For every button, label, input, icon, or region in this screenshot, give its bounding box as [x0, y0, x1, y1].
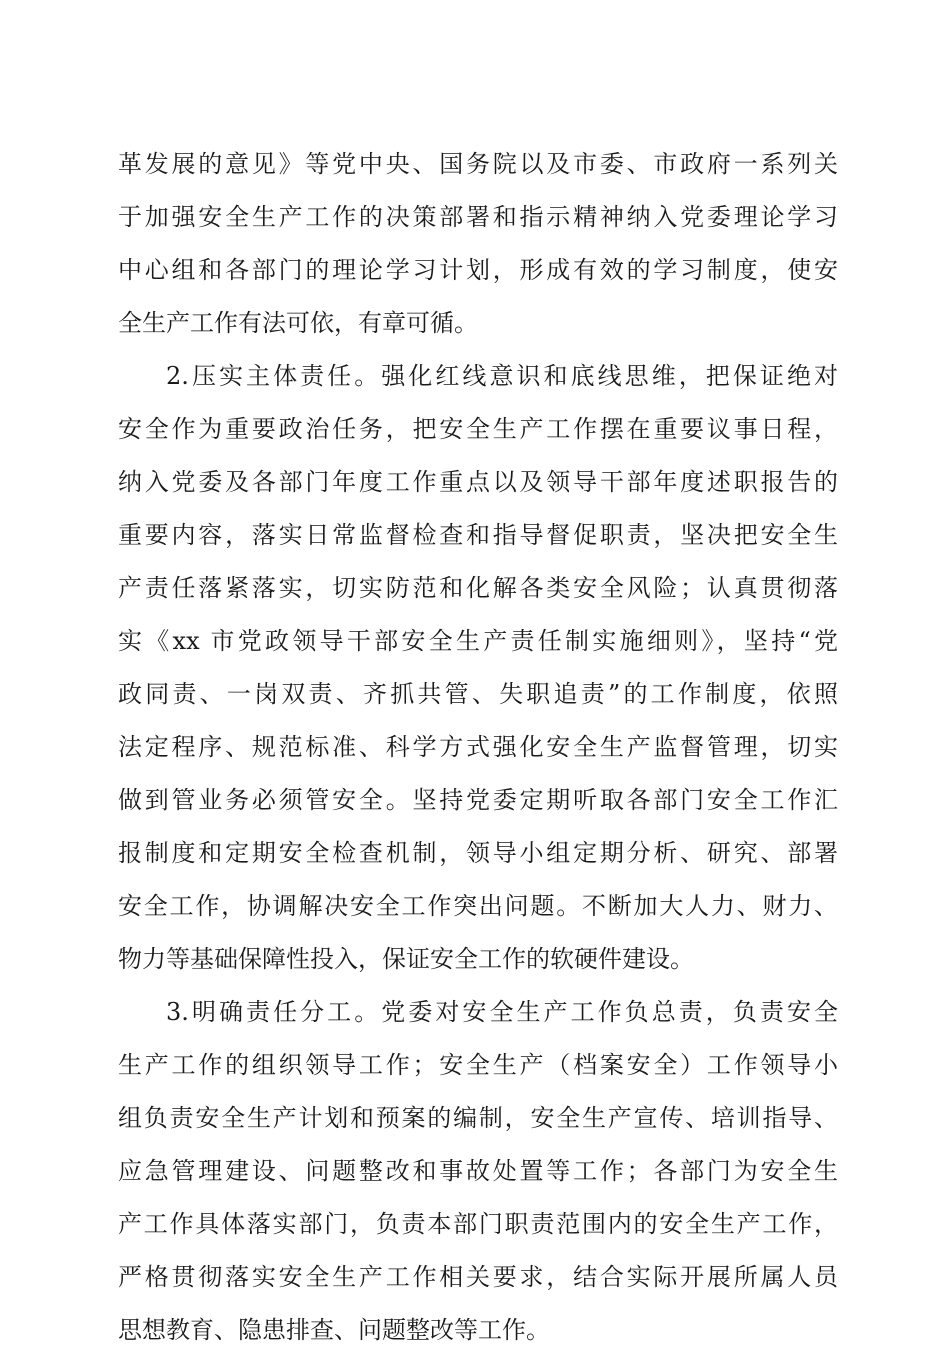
text-line: 做到管业务必须管安全。坚持党委定期听取各部门安全工作汇: [118, 786, 838, 814]
paragraph-1: [118, 138, 838, 350]
text-line: 3.明确责任分工。党委对安全生产工作负总责，负责安全: [166, 998, 838, 1026]
text-line: 中心组和各部门的理论学习计划，形成有效的学习制度，使安: [118, 256, 838, 284]
text-line: 政同责、一岗双责、齐抓共管、失职追责”的工作制度，依照: [118, 680, 838, 708]
text-line: 全生产工作有法可依，有章可循。: [118, 309, 478, 337]
text-line: 实《xx 市党政领导干部安全生产责任制实施细则》，坚持“党: [118, 627, 838, 655]
text-line: 思想教育、隐患排查、问题整改等工作。: [118, 1316, 550, 1344]
text-line: 安全作为重要政治任务，把安全生产工作摆在重要议事日程，: [118, 415, 838, 443]
text-line: 应急管理建设、问题整改和事故处置等工作；各部门为安全生: [118, 1157, 838, 1185]
text-line: 法定程序、规范标准、科学方式强化安全生产监督管理，切实: [118, 733, 838, 761]
text-line: 生产工作的组织领导工作；安全生产（档案安全）工作领导小: [118, 1051, 838, 1079]
document-body: [118, 138, 838, 1357]
paragraph-3: [118, 986, 838, 1357]
text-line: 重要内容，落实日常监督检查和指导督促职责，坚决把安全生: [118, 521, 838, 549]
text-line: 于加强安全生产工作的决策部署和指示精神纳入党委理论学习: [118, 203, 838, 231]
text-line: 安全工作，协调解决安全工作突出问题。不断加大人力、财力、: [118, 892, 838, 920]
text-line: 产工作具体落实部门，负责本部门职责范围内的安全生产工作，: [118, 1210, 838, 1238]
text-line: 纳入党委及各部门年度工作重点以及领导干部年度述职报告的: [118, 468, 838, 496]
text-line: 组负责安全生产计划和预案的编制，安全生产宣传、培训指导、: [118, 1104, 838, 1132]
paragraph-2: [118, 350, 838, 986]
text-line: 2.压实主体责任。强化红线意识和底线思维，把保证绝对: [166, 362, 838, 390]
text-line: 革发展的意见》等党中央、国务院以及市委、市政府一系列关: [118, 150, 838, 178]
text-line: 严格贯彻落实安全生产工作相关要求，结合实际开展所属人员: [118, 1263, 838, 1291]
text-line: 物力等基础保障性投入，保证安全工作的软硬件建设。: [118, 945, 694, 973]
text-line: 产责任落紧落实，切实防范和化解各类安全风险；认真贯彻落: [118, 574, 838, 602]
text-line: 报制度和定期安全检查机制，领导小组定期分析、研究、部署: [118, 839, 838, 867]
